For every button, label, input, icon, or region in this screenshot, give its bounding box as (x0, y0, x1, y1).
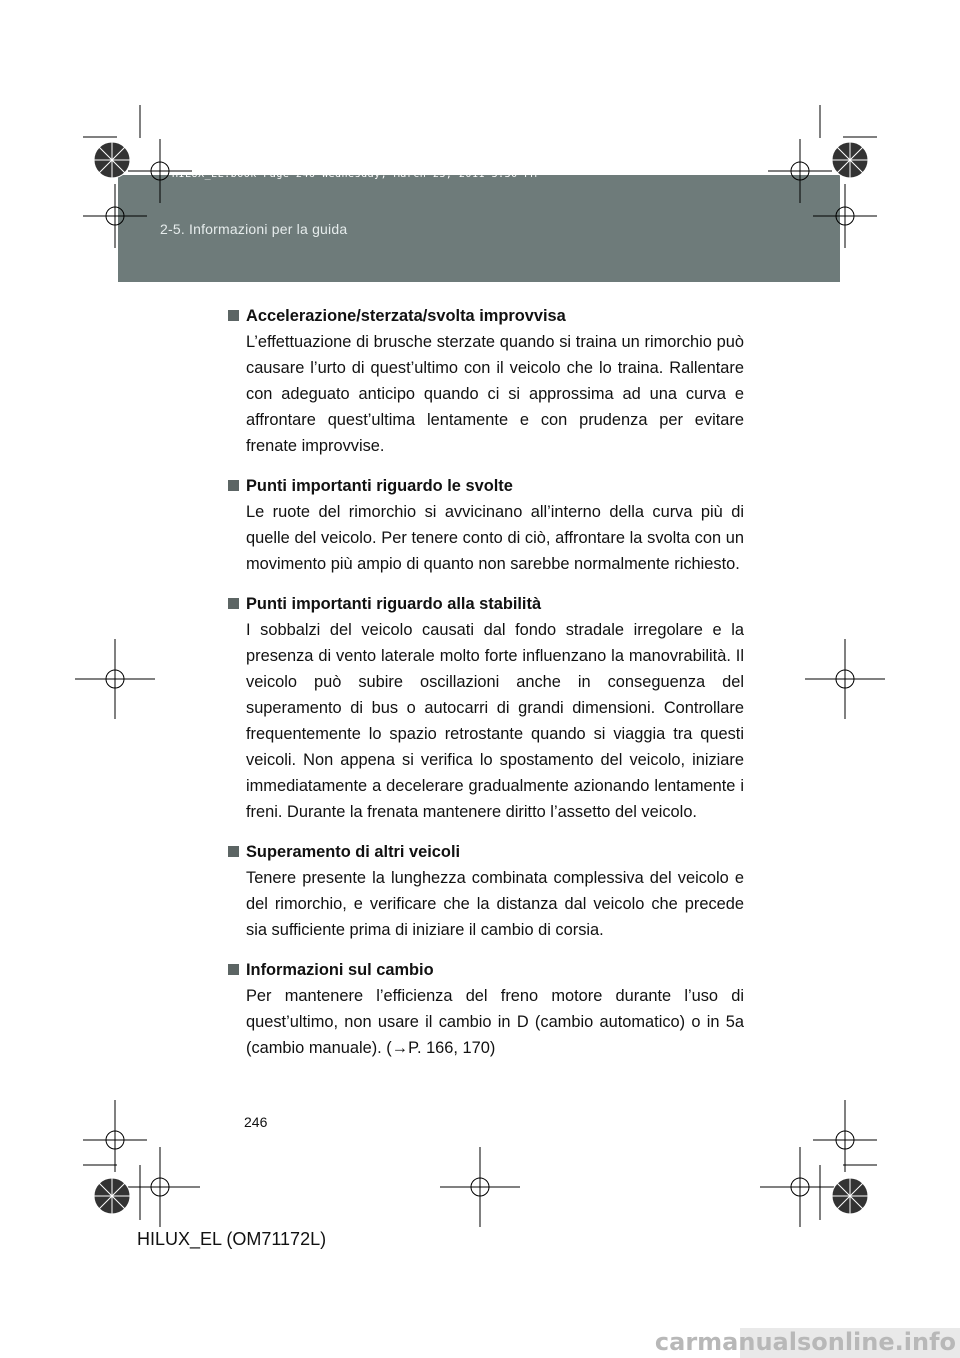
topic-body: Tenere presente la lunghezza combinata complessiva del veicolo e del rimorchio, e verificare che la distanza dal veicolo che precede sia sufficiente prima di iniziare il cambio di corsia. (246, 869, 744, 939)
watermark (654, 1328, 960, 1358)
topic-body: I sobbalzi del veicolo causati dal fondo stradale irregolare e la presenza di vento laterale molto forte influenzano la manovrabilità. Il veicolo può subire oscillazioni anche in conseguenza del superamento di bus o autocarri di grandi dimensioni. Controllare frequentemente lo spazio retrostante quando si viaggia tra questi veicoli. Non appena si verifica lo spostamento del veicolo, iniziare immediatamente a decelerare gradualmente azionando lentamente i freni. Durante la frenata mantenere diritto l’assetto del veicolo. (246, 621, 744, 821)
topic-title: Punti importanti riguardo le svolte (246, 477, 513, 495)
topic-heading (228, 591, 744, 617)
content (228, 303, 744, 1075)
square-bullet-icon (228, 846, 239, 857)
footer-code: HILUX_EL (OM71172L) (137, 1229, 327, 1249)
square-bullet-icon (228, 310, 239, 321)
topic-stability (228, 591, 744, 825)
square-bullet-icon (228, 598, 239, 609)
square-bullet-icon (228, 480, 239, 491)
topic-heading (228, 957, 744, 983)
topic-title: Accelerazione/sterzata/svolta improvvisa (246, 307, 566, 325)
page-number: 246 (244, 1114, 268, 1130)
topic-body: Le ruote del rimorchio si avvicinano all’interno della curva più di quelle del veicolo. Per tenere conto di ciò, affrontare la svolta con un movimento più ampio di quanto non sarebbe normalmente richiesto. (246, 503, 744, 573)
topic-gearbox (228, 957, 744, 1061)
topic-title: Superamento di altri veicoli (246, 843, 461, 861)
square-bullet-icon (228, 964, 239, 975)
topic-turns (228, 473, 744, 577)
topic-overtaking (228, 839, 744, 943)
watermark-text: carmanualsonline.info (654, 1328, 956, 1356)
topic-title: Punti importanti riguardo alla stabilità (246, 595, 542, 613)
print-slug: HILUX_EL.book Page 246 Wednesday, March 23, 2011 3:30 PM (172, 169, 538, 180)
topic-body: L’effettuazione di brusche sterzate quando si traina un rimorchio può causare l’urto di quest’ultimo con il veicolo che lo traina. Rallentare con adeguato anticipo quando ci si approssima ad una curva e affrontare quest’ultima lentamente e con prudenza per evitare frenate improvvise. (246, 333, 744, 455)
topic-title: Informazioni sul cambio (246, 961, 434, 979)
section-label: 2-5. Informazioni per la guida (160, 221, 348, 237)
topic-sudden-maneuver (228, 303, 744, 459)
topic-heading (228, 839, 744, 865)
topic-heading (228, 303, 744, 329)
topic-heading (228, 473, 744, 499)
topic-body: Per mantenere l’efficienza del freno motore durante l’uso di quest’ultimo, non usare il cambio in D (cambio automatico) o in 5a (cambio manuale). (→P. 166, 170) (246, 987, 744, 1057)
